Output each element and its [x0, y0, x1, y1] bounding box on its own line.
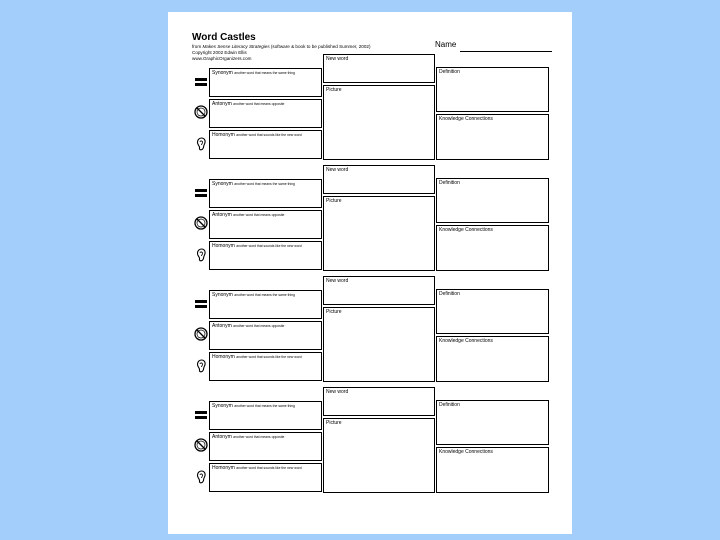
picture-box-2[interactable] — [323, 196, 435, 271]
no-symbol-icon — [193, 215, 209, 231]
definition-box-3[interactable] — [436, 289, 549, 334]
homonym-hint: another word that sounds like the new word — [236, 244, 302, 248]
definition-box-1[interactable] — [436, 67, 549, 112]
knowledge-label: Knowledge Connections — [439, 449, 493, 455]
antonym-label: Antonym — [212, 323, 232, 329]
antonym-label: Antonym — [212, 434, 232, 440]
definition-label: Definition — [439, 69, 460, 75]
homonym-label: Homonym — [212, 132, 235, 138]
synonym-hint: another word that means the same thing — [234, 71, 295, 75]
synonym-label: Synonym — [212, 403, 233, 409]
synonym-box-4[interactable] — [209, 401, 322, 430]
worksheet-title: Word Castles — [192, 32, 256, 43]
picture-box-3[interactable] — [323, 307, 435, 382]
new-word-box-4[interactable] — [323, 387, 435, 416]
name-label: Name — [435, 40, 457, 49]
ear-icon — [193, 136, 209, 152]
knowledge-label: Knowledge Connections — [439, 116, 493, 122]
antonym-hint: another word that means opposite — [233, 324, 285, 328]
no-symbol-icon — [193, 437, 209, 453]
synonym-label: Synonym — [212, 181, 233, 187]
synonym-label: Synonym — [212, 70, 233, 76]
equals-icon — [193, 296, 209, 312]
picture-box-1[interactable] — [323, 85, 435, 160]
new-word-box-1[interactable] — [323, 54, 435, 83]
definition-box-2[interactable] — [436, 178, 549, 223]
synonym-box-3[interactable] — [209, 290, 322, 319]
definition-label: Definition — [439, 402, 460, 408]
name-field[interactable] — [460, 51, 552, 52]
equals-icon — [193, 407, 209, 423]
homonym-label: Homonym — [212, 465, 235, 471]
equals-icon — [193, 185, 209, 201]
antonym-label: Antonym — [212, 212, 232, 218]
synonym-label: Synonym — [212, 292, 233, 298]
knowledge-box-2[interactable] — [436, 225, 549, 271]
homonym-box-3[interactable] — [209, 352, 322, 381]
picture-box-4[interactable] — [323, 418, 435, 493]
knowledge-box-4[interactable] — [436, 447, 549, 493]
synonym-hint: another word that means the same thing — [234, 293, 295, 297]
picture-label: Picture — [326, 198, 342, 204]
new-word-label: New word — [326, 278, 349, 284]
antonym-box-2[interactable] — [209, 210, 322, 239]
knowledge-label: Knowledge Connections — [439, 227, 493, 233]
copyright-line: Copyright 2002 Edwin Ellis — [192, 50, 247, 55]
equals-icon — [193, 74, 209, 90]
antonym-box-1[interactable] — [209, 99, 322, 128]
website-line: www.GraphicOrganizers.com — [192, 56, 252, 61]
definition-label: Definition — [439, 180, 460, 186]
definition-box-4[interactable] — [436, 400, 549, 445]
picture-label: Picture — [326, 87, 342, 93]
picture-label: Picture — [326, 309, 342, 315]
homonym-hint: another word that sounds like the new word — [236, 466, 302, 470]
new-word-box-2[interactable] — [323, 165, 435, 194]
homonym-label: Homonym — [212, 354, 235, 360]
new-word-box-3[interactable] — [323, 276, 435, 305]
antonym-box-4[interactable] — [209, 432, 322, 461]
new-word-label: New word — [326, 56, 349, 62]
antonym-hint: another word that means opposite — [233, 435, 285, 439]
antonym-label: Antonym — [212, 101, 232, 107]
antonym-hint: another word that means opposite — [233, 213, 285, 217]
knowledge-label: Knowledge Connections — [439, 338, 493, 344]
synonym-hint: another word that means the same thing — [234, 182, 295, 186]
homonym-hint: another word that sounds like the new word — [236, 133, 302, 137]
knowledge-box-1[interactable] — [436, 114, 549, 160]
synonym-box-1[interactable] — [209, 68, 322, 97]
homonym-label: Homonym — [212, 243, 235, 249]
antonym-box-3[interactable] — [209, 321, 322, 350]
no-symbol-icon — [193, 104, 209, 120]
no-symbol-icon — [193, 326, 209, 342]
ear-icon — [193, 469, 209, 485]
synonym-hint: another word that means the same thing — [234, 404, 295, 408]
synonym-box-2[interactable] — [209, 179, 322, 208]
antonym-hint: another word that means opposite — [233, 102, 285, 106]
definition-label: Definition — [439, 291, 460, 297]
homonym-box-4[interactable] — [209, 463, 322, 492]
ear-icon — [193, 247, 209, 263]
worksheet-page — [168, 12, 572, 534]
new-word-label: New word — [326, 167, 349, 173]
new-word-label: New word — [326, 389, 349, 395]
knowledge-box-3[interactable] — [436, 336, 549, 382]
ear-icon — [193, 358, 209, 374]
homonym-box-1[interactable] — [209, 130, 322, 159]
homonym-box-2[interactable] — [209, 241, 322, 270]
homonym-hint: another word that sounds like the new word — [236, 355, 302, 359]
source-line: from Makes Sense Literacy Strategies (software & book to be published Summer, 2002) — [192, 44, 371, 49]
picture-label: Picture — [326, 420, 342, 426]
